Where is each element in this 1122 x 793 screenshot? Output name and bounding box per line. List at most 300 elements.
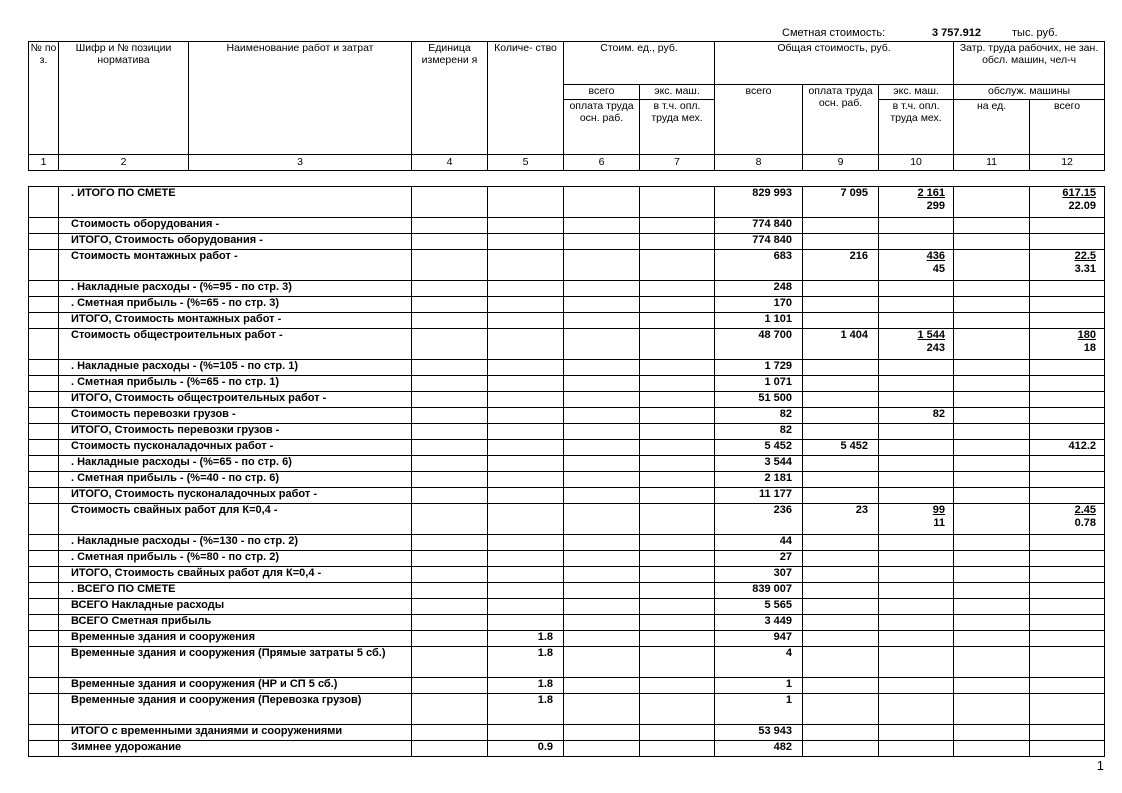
cell-name: . Сметная прибыль - (%=40 - по стр. 6) (59, 472, 412, 488)
cell-total: 53 943 (715, 725, 803, 741)
cell-labor-total (1030, 218, 1105, 234)
cell-number (29, 583, 59, 599)
cell-labor-unit (954, 631, 1030, 647)
cell-wage (803, 647, 879, 678)
col-header-code: Шифр и № позиции норматива (59, 42, 189, 155)
cell-labor-unit (954, 599, 1030, 615)
cell-labor-total (1030, 329, 1105, 360)
cell-quantity (488, 376, 564, 392)
cell-labor-total (1030, 647, 1105, 678)
cell-unit-machine (640, 741, 715, 757)
cell-name: ИТОГО с временными зданиями и сооружениями (59, 725, 412, 741)
cell-unit-machine (640, 360, 715, 376)
cell-total: 1 071 (715, 376, 803, 392)
cell-name: ВСЕГО Сметная прибыль (59, 615, 412, 631)
col-header-unit: Единица измерени я (412, 42, 488, 155)
cell-labor-unit (954, 488, 1030, 504)
cell-unit (412, 392, 488, 408)
cell-labor-total (1030, 535, 1105, 551)
cell-unit-cost (564, 376, 640, 392)
col-num: 10 (879, 155, 954, 171)
cell-name: . Накладные расходы - (%=105 - по стр. 1) (59, 360, 412, 376)
table-row (29, 329, 1105, 360)
cell-quantity (488, 567, 564, 583)
cell-name: . ВСЕГО ПО СМЕТЕ (59, 583, 412, 599)
cell-name: ИТОГО, Стоимость перевозки грузов - (59, 424, 412, 440)
cell-labor-unit (954, 504, 1030, 535)
cell-total: 5 452 (715, 440, 803, 456)
cell-unit (412, 631, 488, 647)
cell-wage (803, 725, 879, 741)
cell-unit (412, 376, 488, 392)
cell-unit (412, 694, 488, 725)
cell-unit-cost (564, 694, 640, 725)
cell-total: 307 (715, 567, 803, 583)
cell-wage: 1 404 (803, 329, 879, 360)
col-header-name: Наименование работ и затрат (189, 42, 412, 155)
cell-unit-cost (564, 313, 640, 329)
cell-labor-unit (954, 694, 1030, 725)
cell-unit (412, 678, 488, 694)
cell-total: 170 (715, 297, 803, 313)
cell-unit-machine (640, 234, 715, 250)
cell-unit-cost (564, 615, 640, 631)
cell-unit-machine (640, 313, 715, 329)
table-row (29, 250, 1105, 281)
col-header-12: всего (1030, 100, 1105, 155)
cell-total: 1 101 (715, 313, 803, 329)
table-row (29, 725, 1105, 741)
cell-number (29, 456, 59, 472)
cell-machine-total (879, 250, 954, 281)
cell-labor-total (1030, 392, 1105, 408)
cell-quantity (488, 187, 564, 218)
cell-number (29, 631, 59, 647)
cell-name: Временные здания и сооружения (Перевозка грузов) (59, 694, 412, 725)
cell-machine-total (879, 424, 954, 440)
cell-labor-total (1030, 567, 1105, 583)
cell-quantity: 1.8 (488, 631, 564, 647)
cell-labor-total (1030, 297, 1105, 313)
cell-quantity (488, 535, 564, 551)
col-header-10b: в т.ч. опл. труда мех. (879, 100, 954, 155)
cell-wage (803, 313, 879, 329)
cell-labor-total (1030, 424, 1105, 440)
cell-labor-total (1030, 694, 1105, 725)
cell-unit-machine (640, 488, 715, 504)
cell-total: 2 181 (715, 472, 803, 488)
cell-name: Стоимость пусконаладочных работ - (59, 440, 412, 456)
cell-total: 683 (715, 250, 803, 281)
cell-unit (412, 615, 488, 631)
cell-unit (412, 472, 488, 488)
cell-quantity: 1.8 (488, 678, 564, 694)
cell-labor-unit (954, 551, 1030, 567)
cell-machine-total (879, 392, 954, 408)
cell-quantity (488, 297, 564, 313)
cell-machine-total (879, 504, 954, 535)
summary-unit: тыс. руб. (1012, 27, 1058, 39)
cell-labor-unit (954, 297, 1030, 313)
cell-machine-total (879, 599, 954, 615)
cell-total: 1 (715, 694, 803, 725)
cell-quantity (488, 440, 564, 456)
cell-labor-total (1030, 250, 1105, 281)
cell-unit-machine (640, 615, 715, 631)
table-row (29, 297, 1105, 313)
cell-machine-total (879, 488, 954, 504)
machine-wage-value: 243 (926, 342, 946, 354)
cell-unit-cost (564, 187, 640, 218)
cell-labor-unit (954, 456, 1030, 472)
cell-wage (803, 218, 879, 234)
cell-labor-unit (954, 250, 1030, 281)
machine-total-value: 2 161 (917, 187, 946, 199)
cell-quantity (488, 424, 564, 440)
cell-quantity (488, 329, 564, 360)
cell-machine-total (879, 583, 954, 599)
machine-total-value: 1 544 (917, 329, 946, 341)
cell-unit (412, 583, 488, 599)
cell-labor-total (1030, 376, 1105, 392)
col-header-labor: Затр. труда рабочих, не зан. обсл. машин, чел-ч (954, 42, 1105, 85)
cell-unit-machine (640, 187, 715, 218)
cell-unit-machine (640, 408, 715, 424)
cell-name: . Накладные расходы - (%=95 - по стр. 3) (59, 281, 412, 297)
col-header-11: на ед. (954, 100, 1030, 155)
cell-unit-machine (640, 678, 715, 694)
cell-name: Стоимость общестроительных работ - (59, 329, 412, 360)
cell-unit-machine (640, 504, 715, 535)
cell-wage (803, 281, 879, 297)
cell-machine-total (879, 313, 954, 329)
col-num: 7 (640, 155, 715, 171)
cell-unit (412, 360, 488, 376)
cell-total: 3 544 (715, 456, 803, 472)
cell-labor-unit (954, 725, 1030, 741)
table-row (29, 678, 1105, 694)
cell-unit-cost (564, 392, 640, 408)
cell-labor-unit (954, 424, 1030, 440)
cell-quantity (488, 583, 564, 599)
cell-number (29, 725, 59, 741)
cell-labor-unit (954, 583, 1030, 599)
labor-total-value: 2.45 (1074, 504, 1097, 516)
cell-wage: 23 (803, 504, 879, 535)
cell-number (29, 408, 59, 424)
cell-wage (803, 535, 879, 551)
cell-unit-cost (564, 535, 640, 551)
col-num: 2 (59, 155, 189, 171)
cell-machine-total (879, 694, 954, 725)
cell-unit-machine (640, 472, 715, 488)
cell-wage (803, 599, 879, 615)
cell-unit-cost (564, 631, 640, 647)
cell-unit-cost (564, 741, 640, 757)
cell-labor-total (1030, 599, 1105, 615)
cell-total: 27 (715, 551, 803, 567)
cell-number (29, 218, 59, 234)
table-row (29, 631, 1105, 647)
cell-name: . Сметная прибыль - (%=65 - по стр. 1) (59, 376, 412, 392)
cell-labor-total (1030, 472, 1105, 488)
cell-labor-total (1030, 187, 1105, 218)
cell-total: 11 177 (715, 488, 803, 504)
cell-number (29, 599, 59, 615)
cell-labor-unit (954, 472, 1030, 488)
cell-labor-unit (954, 567, 1030, 583)
cell-name: Стоимость перевозки грузов - (59, 408, 412, 424)
cell-unit-machine (640, 281, 715, 297)
cell-wage (803, 488, 879, 504)
cell-machine-total (879, 376, 954, 392)
cell-unit (412, 647, 488, 678)
cell-number (29, 694, 59, 725)
cell-unit (412, 440, 488, 456)
cell-labor-unit (954, 313, 1030, 329)
cell-number (29, 234, 59, 250)
cell-quantity (488, 725, 564, 741)
cell-name: ИТОГО, Стоимость общестроительных работ - (59, 392, 412, 408)
cell-name: . Накладные расходы - (%=130 - по стр. 2) (59, 535, 412, 551)
cell-unit (412, 408, 488, 424)
cell-machine-total (879, 725, 954, 741)
col-header-10a: экс. маш. (879, 85, 954, 100)
cell-name: . ИТОГО ПО СМЕТЕ (59, 187, 412, 218)
labor-total-value: 617.15 (1062, 187, 1097, 199)
cell-wage (803, 376, 879, 392)
col-header-6a: всего (564, 85, 640, 100)
cell-unit-machine (640, 376, 715, 392)
cell-name: . Сметная прибыль - (%=65 - по стр. 3) (59, 297, 412, 313)
cell-labor-total (1030, 456, 1105, 472)
cell-labor-total (1030, 725, 1105, 741)
cell-wage (803, 631, 879, 647)
cell-number (29, 376, 59, 392)
cell-unit (412, 504, 488, 535)
cell-total: 236 (715, 504, 803, 535)
cell-unit-machine (640, 725, 715, 741)
cell-machine-total (879, 551, 954, 567)
cell-name: ВСЕГО Накладные расходы (59, 599, 412, 615)
table-row (29, 408, 1105, 424)
machine-wage-value: 11 (933, 517, 946, 529)
cell-number (29, 551, 59, 567)
cell-labor-total (1030, 583, 1105, 599)
col-header-total-cost: Общая стоимость, руб. (715, 42, 954, 85)
cell-unit-cost (564, 583, 640, 599)
cell-labor-unit (954, 678, 1030, 694)
cell-unit-cost (564, 725, 640, 741)
cell-number (29, 504, 59, 535)
machine-wage-value: 299 (926, 200, 946, 212)
cell-unit-machine (640, 250, 715, 281)
col-num: 1 (29, 155, 59, 171)
column-numbers-row (29, 155, 1105, 171)
summary-label: Сметная стоимость: (782, 27, 886, 39)
cell-labor-unit (954, 535, 1030, 551)
col-header-9: оплата труда осн. раб. (803, 85, 879, 155)
cell-number (29, 187, 59, 218)
cell-machine-total (879, 187, 954, 218)
cell-machine-total (879, 281, 954, 297)
cell-number (29, 678, 59, 694)
table-row (29, 567, 1105, 583)
cell-name: Стоимость свайных работ для К=0,4 - (59, 504, 412, 535)
cell-quantity (488, 392, 564, 408)
col-num: 12 (1030, 155, 1105, 171)
table-row (29, 424, 1105, 440)
cell-unit-cost (564, 504, 640, 535)
cell-total: 44 (715, 535, 803, 551)
table-row (29, 376, 1105, 392)
cell-labor-unit (954, 234, 1030, 250)
cell-machine-total (879, 631, 954, 647)
cell-wage (803, 392, 879, 408)
cell-machine-total (879, 218, 954, 234)
cell-total: 774 840 (715, 234, 803, 250)
cell-total: 48 700 (715, 329, 803, 360)
cell-unit-cost (564, 250, 640, 281)
table-row (29, 741, 1105, 757)
cell-number (29, 615, 59, 631)
col-num: 9 (803, 155, 879, 171)
cell-labor-unit (954, 440, 1030, 456)
cell-quantity (488, 615, 564, 631)
cell-number (29, 535, 59, 551)
table-row (29, 234, 1105, 250)
cell-labor-unit (954, 647, 1030, 678)
cell-unit (412, 281, 488, 297)
cell-quantity: 1.8 (488, 647, 564, 678)
cell-machine-total (879, 741, 954, 757)
cell-unit-cost (564, 329, 640, 360)
cell-labor-total (1030, 281, 1105, 297)
cell-name: Временные здания и сооружения (НР и СП 5 сб.) (59, 678, 412, 694)
cell-unit (412, 599, 488, 615)
cell-unit-machine (640, 218, 715, 234)
table-row (29, 313, 1105, 329)
cell-total: 82 (715, 408, 803, 424)
cell-total: 51 500 (715, 392, 803, 408)
col-header-7a: экс. маш. (640, 85, 715, 100)
cell-labor-unit (954, 218, 1030, 234)
cell-quantity (488, 250, 564, 281)
cell-total: 4 (715, 647, 803, 678)
cell-number (29, 424, 59, 440)
cell-number (29, 392, 59, 408)
cell-unit-cost (564, 297, 640, 313)
cell-number (29, 360, 59, 376)
cell-unit-cost (564, 218, 640, 234)
cell-unit-cost (564, 678, 640, 694)
cell-wage (803, 472, 879, 488)
cell-labor-total (1030, 741, 1105, 757)
table-row (29, 694, 1105, 725)
cell-machine-total (879, 234, 954, 250)
cell-labor-unit (954, 741, 1030, 757)
machine-total-value: 99 (932, 504, 946, 516)
machine-wage-value: 45 (932, 263, 946, 275)
labor-total-value: 412.2 (1068, 440, 1097, 452)
col-num: 3 (189, 155, 412, 171)
col-num: 4 (412, 155, 488, 171)
labor-machine-value: 0.78 (1074, 517, 1097, 529)
cell-labor-total (1030, 234, 1105, 250)
cell-machine-total (879, 535, 954, 551)
cell-labor-unit (954, 392, 1030, 408)
cell-quantity (488, 504, 564, 535)
cell-wage (803, 551, 879, 567)
table-row (29, 392, 1105, 408)
cell-name: ИТОГО, Стоимость монтажных работ - (59, 313, 412, 329)
labor-machine-value: 22.09 (1068, 200, 1097, 212)
cell-unit (412, 741, 488, 757)
cell-unit-machine (640, 599, 715, 615)
table-row (29, 187, 1105, 218)
cell-quantity (488, 488, 564, 504)
col-num: 11 (954, 155, 1030, 171)
table-row (29, 488, 1105, 504)
cell-unit (412, 313, 488, 329)
cell-machine-total (879, 615, 954, 631)
cell-unit-machine (640, 583, 715, 599)
cell-labor-total (1030, 551, 1105, 567)
cell-unit (412, 297, 488, 313)
cell-unit (412, 187, 488, 218)
cell-total: 3 449 (715, 615, 803, 631)
cell-unit-machine (640, 329, 715, 360)
cell-number (29, 250, 59, 281)
cell-unit (412, 234, 488, 250)
col-num: 6 (564, 155, 640, 171)
cell-quantity (488, 360, 564, 376)
cell-quantity (488, 472, 564, 488)
cell-machine-total (879, 472, 954, 488)
cell-wage (803, 694, 879, 725)
col-num: 8 (715, 155, 803, 171)
cell-number (29, 297, 59, 313)
cell-unit-cost (564, 360, 640, 376)
estimate-table-body (28, 186, 1105, 757)
cell-quantity: 0.9 (488, 741, 564, 757)
cell-name: . Накладные расходы - (%=65 - по стр. 6) (59, 456, 412, 472)
cell-unit-cost (564, 408, 640, 424)
cell-machine-total (879, 440, 954, 456)
cell-unit (412, 488, 488, 504)
col-header-7b: в т.ч. опл. труда мех. (640, 100, 715, 155)
cell-unit-cost (564, 424, 640, 440)
cell-total: 774 840 (715, 218, 803, 234)
machine-total-value: 436 (926, 250, 946, 262)
cell-labor-total (1030, 631, 1105, 647)
cell-machine-total (879, 647, 954, 678)
col-num: 5 (488, 155, 564, 171)
col-header-8: всего (715, 85, 803, 155)
cell-labor-unit (954, 615, 1030, 631)
cell-unit-machine (640, 456, 715, 472)
cell-quantity (488, 281, 564, 297)
cell-unit-machine (640, 551, 715, 567)
cell-quantity: 1.8 (488, 694, 564, 725)
cell-name: Временные здания и сооружения (59, 631, 412, 647)
cell-number (29, 329, 59, 360)
cell-machine-total (879, 360, 954, 376)
cell-quantity (488, 599, 564, 615)
table-row (29, 647, 1105, 678)
col-header-quantity: Количе- ство (488, 42, 564, 155)
cell-unit (412, 424, 488, 440)
